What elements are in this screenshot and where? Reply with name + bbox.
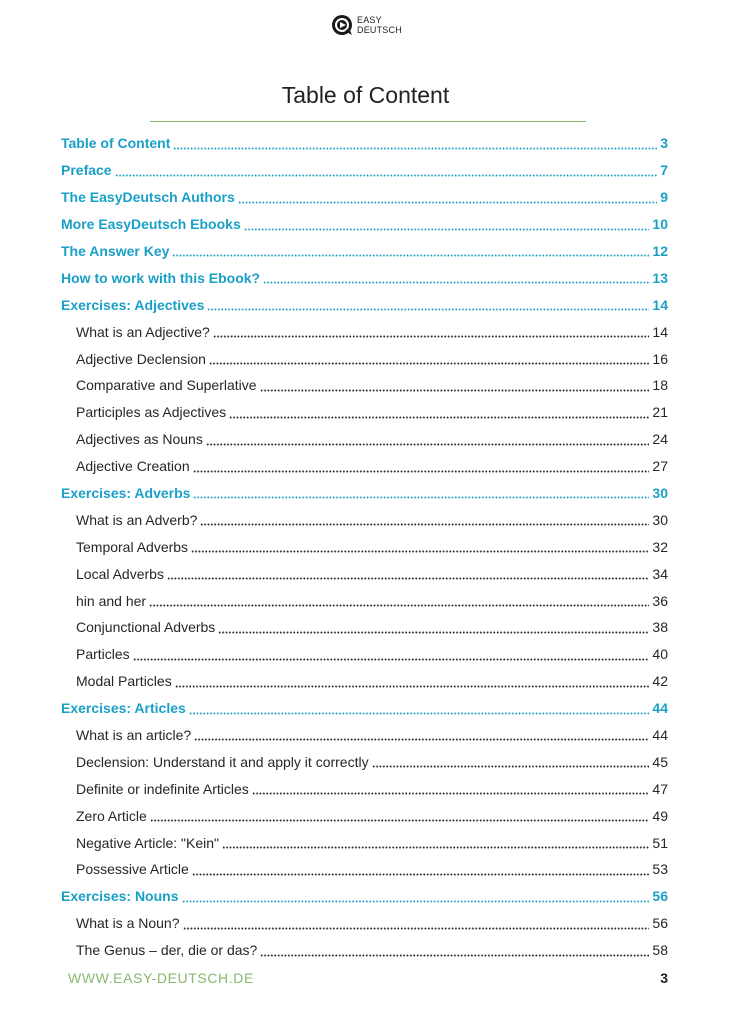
toc-entry-label: Exercises: Adjectives <box>61 296 205 313</box>
toc-dot-leader <box>213 328 650 338</box>
toc-entry-page: 16 <box>652 350 668 367</box>
toc-entry-label: Modal Particles <box>76 673 172 690</box>
toc-entry-page: 27 <box>652 458 668 475</box>
toc-entry-page: 47 <box>652 780 668 797</box>
toc-entry-page: 44 <box>652 700 668 717</box>
toc-dot-leader <box>189 705 650 715</box>
easydeutsch-logo-icon <box>331 14 353 36</box>
toc-entry-section[interactable] <box>61 345 668 372</box>
toc-entry-section[interactable] <box>61 668 668 695</box>
table-of-contents <box>61 130 668 964</box>
toc-entry-section[interactable] <box>61 910 668 937</box>
toc-entry-section[interactable] <box>61 399 668 426</box>
toc-entry-label: Preface <box>61 162 112 179</box>
toc-entry-label: Participles as Adjectives <box>76 404 227 421</box>
toc-entry-label: What is an Adverb? <box>76 511 198 528</box>
footer-website-link[interactable]: WWW.EASY-DEUTSCH.DE <box>68 970 254 986</box>
toc-entry-chapter[interactable] <box>61 157 668 184</box>
toc-dot-leader <box>193 463 650 473</box>
toc-entry-label: Adjectives as Nouns <box>76 431 203 448</box>
toc-entry-label: Particles <box>76 646 130 663</box>
toc-entry-section[interactable] <box>61 560 668 587</box>
toc-entry-chapter[interactable] <box>61 238 668 265</box>
toc-dot-leader <box>192 866 650 876</box>
toc-entry-label: Exercises: Adverbs <box>61 485 191 502</box>
toc-entry-page: 34 <box>652 565 668 582</box>
toc-dot-leader <box>150 812 650 822</box>
toc-dot-leader <box>252 785 650 795</box>
toc-entry-page: 53 <box>652 861 668 878</box>
toc-entry-section[interactable] <box>61 614 668 641</box>
toc-dot-leader <box>209 355 649 365</box>
toc-dot-leader <box>218 624 649 634</box>
toc-dot-leader <box>115 167 658 177</box>
toc-entry-page: 12 <box>652 243 668 259</box>
toc-dot-leader <box>229 409 649 419</box>
toc-entry-page: 13 <box>652 269 668 286</box>
page-title: Table of Content <box>281 82 450 108</box>
toc-entry-section[interactable] <box>61 318 668 345</box>
toc-entry-page: 3 <box>660 135 668 152</box>
toc-entry-page: 14 <box>652 323 668 340</box>
toc-entry-chapter[interactable] <box>61 184 668 211</box>
toc-entry-page: 7 <box>660 162 668 179</box>
toc-dot-leader <box>182 893 650 903</box>
toc-dot-leader <box>183 920 650 930</box>
title-divider <box>150 121 586 122</box>
toc-entry-page: 49 <box>652 807 668 824</box>
toc-entry-section[interactable] <box>61 453 668 480</box>
toc-dot-leader <box>194 731 649 741</box>
toc-entry-page: 18 <box>652 377 668 394</box>
toc-entry-page: 44 <box>652 727 668 744</box>
toc-entry-label: The Genus – der, die or das? <box>76 942 258 959</box>
toc-entry-label: Temporal Adverbs <box>76 538 189 555</box>
toc-dot-leader <box>263 274 649 284</box>
toc-dot-leader <box>172 247 649 257</box>
toc-entry-section[interactable] <box>61 856 668 883</box>
toc-entry-section[interactable] <box>61 937 668 964</box>
toc-dot-leader <box>173 140 657 150</box>
toc-entry-label: The EasyDeutsch Authors <box>61 189 235 206</box>
toc-dot-leader <box>200 516 649 526</box>
toc-entry-page: 58 <box>652 942 668 959</box>
toc-entry-label: What is an article? <box>76 727 192 744</box>
toc-entry-page: 36 <box>652 592 668 609</box>
toc-entry-page: 38 <box>652 619 668 636</box>
logo <box>331 14 402 36</box>
toc-entry-section[interactable] <box>61 641 668 668</box>
toc-dot-leader <box>175 678 650 688</box>
footer-page-number: 3 <box>660 970 668 986</box>
toc-entry-label: Declension: Understand it and apply it correctly <box>76 753 369 770</box>
toc-entry-page: 9 <box>660 189 668 206</box>
toc-entry-page: 40 <box>652 646 668 663</box>
toc-dot-leader <box>193 489 649 499</box>
toc-entry-label: Zero Article <box>76 807 147 824</box>
toc-entry-page: 56 <box>652 915 668 932</box>
toc-entry-page: 32 <box>652 538 668 555</box>
toc-entry-chapter[interactable] <box>61 291 668 318</box>
toc-entry-section[interactable] <box>61 372 668 399</box>
toc-entry-section[interactable] <box>61 802 668 829</box>
toc-entry-label: hin and her <box>76 592 147 609</box>
toc-dot-leader <box>167 570 649 580</box>
toc-entry-label: What is an Adjective? <box>76 323 210 340</box>
logo-line-1: EASY <box>357 15 382 25</box>
toc-entry-label: Negative Article: "Kein" <box>76 834 220 851</box>
toc-entry-label: What is a Noun? <box>76 915 180 932</box>
toc-dot-leader <box>244 221 650 231</box>
toc-entry-section[interactable] <box>61 533 668 560</box>
toc-entry-chapter[interactable] <box>61 130 668 157</box>
toc-entry-label: Adjective Declension <box>76 350 206 367</box>
toc-entry-page: 10 <box>652 216 668 233</box>
toc-entry-chapter[interactable] <box>61 883 668 910</box>
logo-wordmark <box>357 15 402 35</box>
toc-entry-label: Comparative and Superlative <box>76 377 257 394</box>
toc-entry-label: Table of Content <box>61 135 171 152</box>
toc-entry-section[interactable] <box>61 426 668 453</box>
toc-entry-page: 30 <box>652 511 668 528</box>
toc-dot-leader <box>260 947 649 957</box>
toc-entry-chapter[interactable] <box>61 480 668 507</box>
toc-entry-page: 56 <box>652 888 668 905</box>
toc-entry-section[interactable] <box>61 506 668 533</box>
toc-dot-leader <box>222 839 649 849</box>
logo-line-2: DEUTSCH <box>357 25 402 35</box>
toc-entry-page: 45 <box>652 753 668 770</box>
toc-dot-leader <box>372 758 650 768</box>
toc-entry-label: Adjective Creation <box>76 458 190 475</box>
toc-entry-label: More EasyDeutsch Ebooks <box>61 216 241 233</box>
toc-entry-label: Definite or indefinite Articles <box>76 780 249 797</box>
toc-entry-section[interactable] <box>61 775 668 802</box>
toc-dot-leader <box>207 301 649 311</box>
toc-entry-chapter[interactable] <box>61 264 668 291</box>
toc-entry-chapter[interactable] <box>61 695 668 722</box>
toc-dot-leader <box>238 194 657 204</box>
toc-entry-label: Exercises: Articles <box>61 700 186 717</box>
toc-entry-section[interactable] <box>61 829 668 856</box>
toc-entry-section[interactable] <box>61 748 668 775</box>
toc-entry-label: Local Adverbs <box>76 565 164 582</box>
toc-dot-leader <box>260 382 650 392</box>
toc-entry-label: Conjunctional Adverbs <box>76 619 216 636</box>
toc-entry-label: Exercises: Nouns <box>61 888 179 905</box>
toc-entry-chapter[interactable] <box>61 211 668 238</box>
toc-entry-section[interactable] <box>61 722 668 749</box>
toc-entry-section[interactable] <box>61 587 668 614</box>
toc-entry-page: 30 <box>652 485 668 502</box>
toc-entry-page: 14 <box>652 296 668 313</box>
toc-dot-leader <box>191 543 649 553</box>
toc-entry-label: The Answer Key <box>61 243 170 259</box>
toc-entry-label: How to work with this Ebook? <box>61 269 261 286</box>
toc-entry-page: 21 <box>652 404 668 421</box>
toc-entry-page: 42 <box>652 673 668 690</box>
toc-entry-page: 51 <box>652 834 668 851</box>
toc-entry-label: Possessive Article <box>76 861 189 878</box>
toc-dot-leader <box>149 597 649 607</box>
toc-entry-page: 24 <box>652 431 668 448</box>
toc-dot-leader <box>206 436 650 446</box>
toc-dot-leader <box>133 651 650 661</box>
